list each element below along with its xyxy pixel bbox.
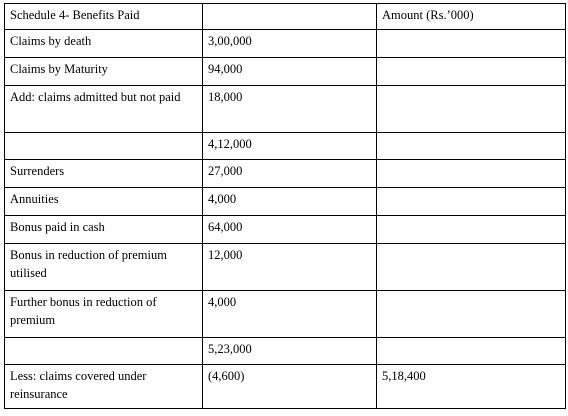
table-row <box>5 58 566 86</box>
row-total <box>377 160 566 188</box>
row-total <box>377 86 566 133</box>
row-label <box>5 133 203 160</box>
row-amount: 4,000 <box>203 188 377 216</box>
schedule-title: Schedule 4- Benefits Paid <box>5 4 203 30</box>
table-row <box>5 291 566 338</box>
row-amount: 64,000 <box>203 216 377 244</box>
row-total <box>377 291 566 338</box>
benefits-paid-table <box>4 3 566 409</box>
row-label: Claims by death <box>5 30 203 58</box>
table-row <box>5 160 566 188</box>
subtotal-row <box>5 133 566 160</box>
row-amount: 3,00,000 <box>203 30 377 58</box>
table-row <box>5 30 566 58</box>
table-header-row <box>5 4 566 30</box>
amount-header: Amount (Rs.’000) <box>377 4 566 30</box>
row-total <box>377 133 566 160</box>
row-total <box>377 58 566 86</box>
table-row <box>5 86 566 133</box>
row-label: Annuities <box>5 188 203 216</box>
row-total <box>377 338 566 365</box>
row-label: Claims by Maturity <box>5 58 203 86</box>
table-row <box>5 365 566 409</box>
row-label: Add: claims admitted but not paid <box>5 86 203 133</box>
row-total <box>377 216 566 244</box>
row-amount: (4,600) <box>203 365 377 409</box>
row-label: Bonus in reduction of premium utilised <box>5 244 203 291</box>
header-empty-cell <box>203 4 377 30</box>
row-amount: 12,000 <box>203 244 377 291</box>
grand-total: 5,18,400 <box>377 365 566 409</box>
row-total <box>377 188 566 216</box>
table-row <box>5 188 566 216</box>
row-total <box>377 30 566 58</box>
row-label: Further bonus in reduction of premium <box>5 291 203 338</box>
row-amount: 18,000 <box>203 86 377 133</box>
subtotal-amount: 4,12,000 <box>203 133 377 160</box>
row-amount: 27,000 <box>203 160 377 188</box>
subtotal-amount: 5,23,000 <box>203 338 377 365</box>
table-row <box>5 216 566 244</box>
row-label: Less: claims covered under reinsurance <box>5 365 203 409</box>
subtotal-row <box>5 338 566 365</box>
row-amount: 94,000 <box>203 58 377 86</box>
row-label: Surrenders <box>5 160 203 188</box>
row-amount: 4,000 <box>203 291 377 338</box>
table-row <box>5 244 566 291</box>
row-total <box>377 244 566 291</box>
row-label <box>5 338 203 365</box>
row-label: Bonus paid in cash <box>5 216 203 244</box>
